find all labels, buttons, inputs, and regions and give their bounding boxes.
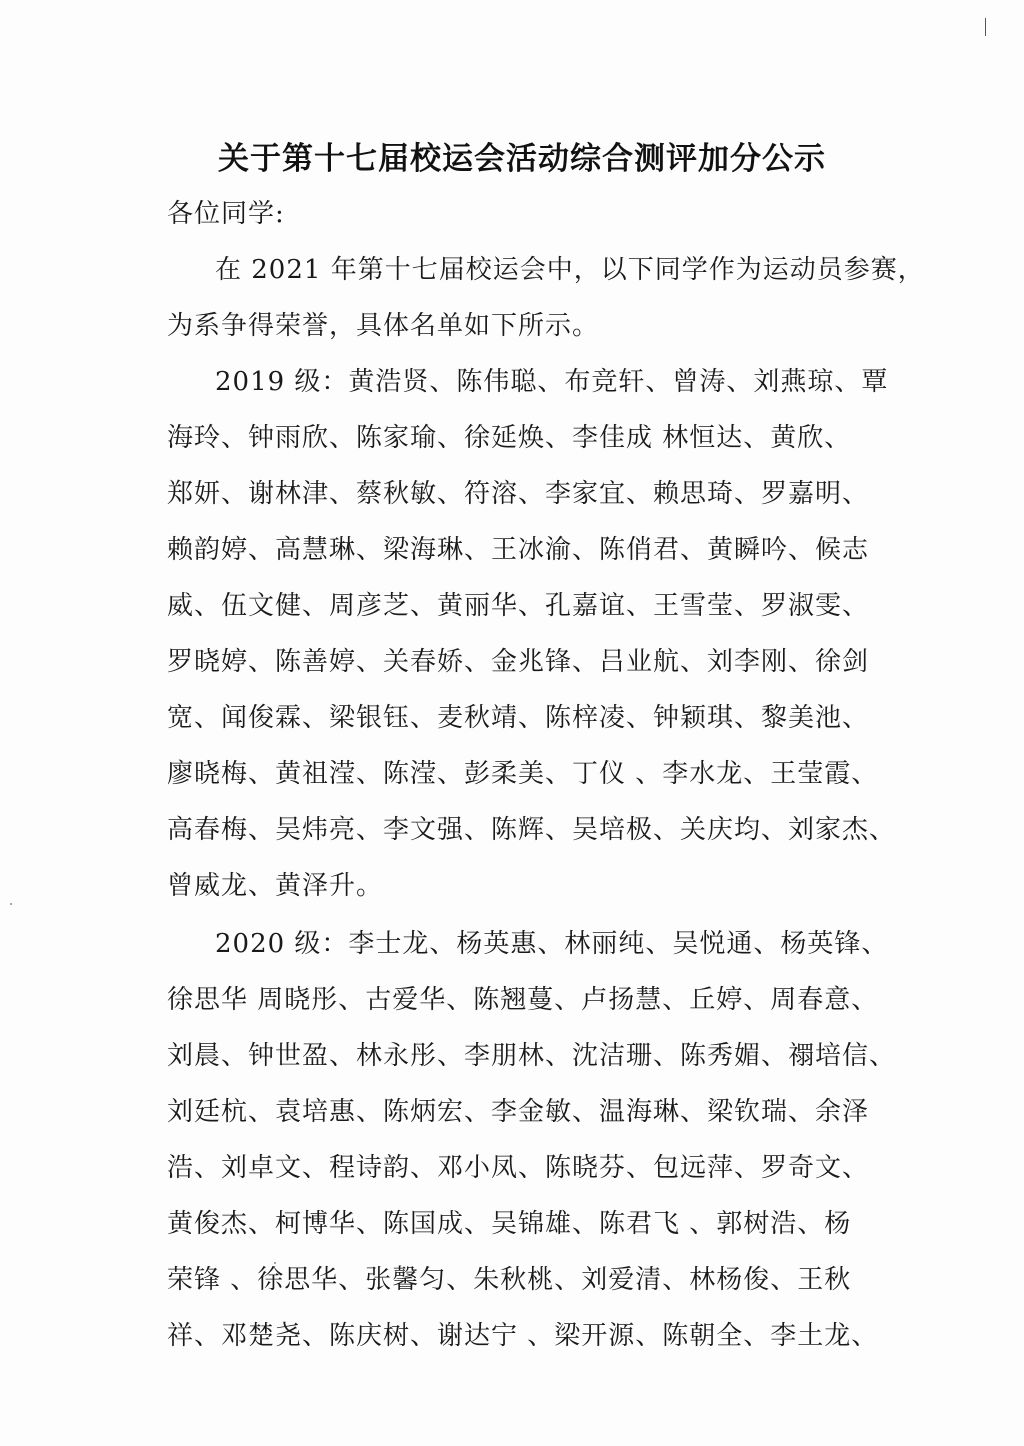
paragraph-line: 海玲、钟雨欣、陈家瑜、徐延焕、李佳成 林恒达、黄欣、 bbox=[167, 423, 852, 453]
paragraph-line: 郑妍、谢林津、蔡秋敏、符溶、李家宜、赖思琦、罗嘉明、 bbox=[167, 479, 870, 509]
grade-2019-list bbox=[167, 354, 897, 914]
document-title: 关于第十七届校运会活动综合测评加分公示 bbox=[218, 141, 826, 177]
paragraph-line: 廖晓梅、黄祖滢、陈滢、彭柔美、丁仪 、李水龙、王莹霞、 bbox=[167, 759, 879, 789]
paragraph-line: 祥、邓楚尧、陈庆树、谢达宁 、梁开源、陈朝全、李土龙、 bbox=[167, 1321, 879, 1351]
paragraph-line: 赖韵婷、高慧琳、梁海琳、王冰渝、陈俏君、黄瞬吟、候志 bbox=[167, 535, 870, 565]
paragraph-line: 黄俊杰、柯博华、陈国成、吴锦雄、陈君飞 、郭树浩、杨 bbox=[167, 1209, 852, 1239]
paragraph-line: 浩、刘卓文、程诗韵、邓小凤、陈晓芬、包远萍、罗奇文、 bbox=[167, 1153, 870, 1183]
grade-2020-list bbox=[167, 916, 897, 1364]
paragraph-line: 为系争得荣誉，具体名单如下所示。 bbox=[167, 311, 600, 341]
paragraph-line: 荣锋 、徐思华、张馨匀、朱秋桃、刘爱清、林杨俊、王秋 bbox=[167, 1265, 852, 1295]
paragraph-line: 2019 级：黄浩贤、陈伟聪、布竞轩、曾涛、刘燕琼、覃 bbox=[215, 367, 889, 397]
salutation: 各位同学: bbox=[167, 199, 285, 229]
paragraph-line: 高春梅、吴炜亮、李文强、陈辉、吴培极、关庆均、刘家杰、 bbox=[167, 815, 897, 845]
paragraph-line: 曾威龙、黄泽升。 bbox=[167, 871, 384, 901]
scan-speck bbox=[10, 903, 12, 905]
paragraph-line: 宽、闻俊霖、梁银钰、麦秋靖、陈梓凌、钟颖琪、黎美池、 bbox=[167, 703, 870, 733]
paragraph-line: 徐思华 周晓彤、古爱华、陈翘蔓、卢扬慧、丘婷、周春意、 bbox=[167, 985, 879, 1015]
paragraph-line: 2020 级：李士龙、杨英惠、林丽纯、吴悦通、杨英锋、 bbox=[215, 929, 889, 959]
paragraph-line: 威、伍文健、周彦芝、黄丽华、孔嘉谊、王雪莹、罗淑雯、 bbox=[167, 591, 870, 621]
document-body bbox=[167, 186, 925, 1364]
paragraph-line: 刘廷杭、袁培惠、陈炳宏、李金敏、温海琳、梁钦瑞、余泽 bbox=[167, 1097, 870, 1127]
paragraph-line: 刘晨、钟世盈、林永彤、李朋林、沈洁珊、陈秀媚、禤培信、 bbox=[167, 1041, 897, 1071]
paragraph-line: 在 2021 年第十七届校运会中，以下同学作为运动员参赛， bbox=[215, 255, 925, 285]
paragraph-line: 罗晓婷、陈善婷、关春娇、金兆锋、吕业航、刘李刚、徐剑 bbox=[167, 647, 870, 677]
intro-paragraph bbox=[167, 242, 925, 354]
scan-mark bbox=[985, 18, 986, 36]
